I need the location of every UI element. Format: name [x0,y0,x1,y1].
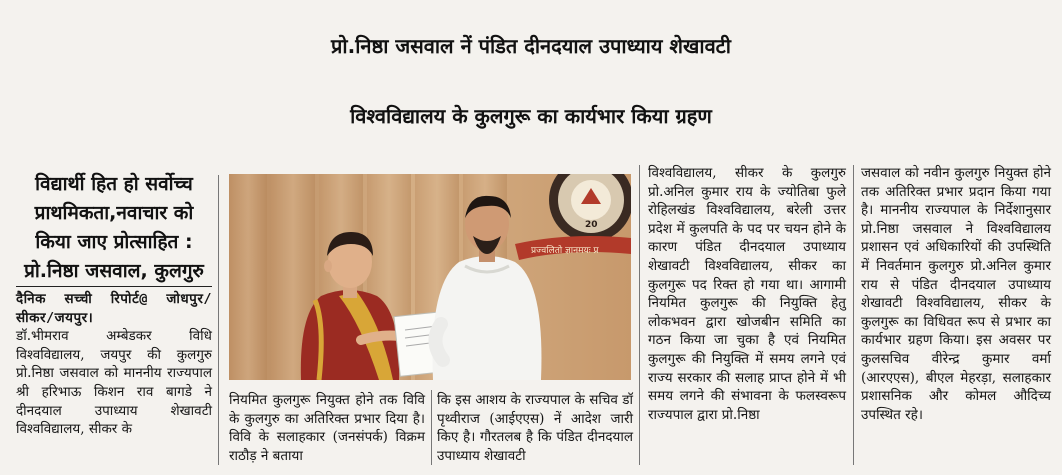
headline-line-2: विश्वविद्यालय के कुलगुरू का कार्यभार किया ग्रहण [350,104,712,128]
cropped-top-text: . . . . . . . . . . . . . . . . . . . . . . . . . . . . . . . . . [230,0,549,4]
emblem-text: 20 [585,220,598,230]
subheadline-line-2: प्राथमिकता,नवाचार को [34,202,194,224]
article-column-3 [437,391,633,465]
column-divider [639,165,640,465]
subheadline-byline: प्रो.निष्ठा जसवाल, कुलगुरु [16,257,212,287]
article-text: डॉ.भीमराव अम्बेडकर विधि विश्वविद्यालय, जयपुर की कुलगुरु प्रो.निष्ठा जसवाल को माननीय राज्यपाल श्री हरिभाऊ किशन राव बागडे ने दीनदयाल उपाध्याय शेखावटी विश्वविद्यालय, सीकर के [16,328,212,438]
banner-text: प्रज्वलितो ज्ञानमयः प्र [531,246,599,256]
article-column-5 [861,164,1051,424]
column-divider [853,165,854,465]
news-photo [229,174,631,380]
article-column-4 [648,164,846,424]
article-text: नियमित कुलगुरू नियुक्त होने तक विवि के कुलगुरु का अतिरिक्त प्रभार दिया है। विवि के सलाहकार (जनसंपर्क) विक्रम राठौड़ ने बताया [229,392,425,464]
article-text: कि इस आशय के राज्यपाल के सचिव डॉ पृथ्वीराज (आईएएस) नें आदेश जारी किए है। गौरतलब है कि पंडित दीनदयाल उपाध्याय शेखावटी [437,392,633,464]
subheadline [16,170,212,287]
article-text: विश्वविद्यालय, सीकर के कुलगुरु प्रो.अनिल कुमार राय के ज्योतिबा फुले रोहिलखंड विश्वविद्यालय, बरेली उत्तर प्रदेश में कुलपति के पद पर चयन होने के कारण पंडित दीनदयाल उपाध्याय शेखावटी विश्वविद्यालय, सीकर का कुलगुरू पद रिक्त हो गया था। आगामी नियमित कुलगुरू की नियुक्ति हेतु लोकभवन द्वारा खोजबीन समिति का गठन किया जा चुका है एवं नियमित कुलगुरू की नियुक्ति में समय लगने एवं राज्य सरकार की सलाह प्राप्त होने में भी समय लगने की संभावना के फलस्वरूप राज्यपाल द्वारा प्रो.निष्ठा [648,165,846,423]
article-text: जसवाल को नवीन कुलगुरु नियुक्त होने तक अतिरिक्त प्रभार प्रदान किया गया है। माननीय राज्यपाल के निर्देशानुसार प्रो.निष्ठा जसवाल ने विश्वविद्यालय प्रशासन एवं अधिकारियों की उपस्थिति में निवर्तमान कुलगुरु प्रो.अनिल कुमार राय से पंडित दीनदयाल उपाध्याय शेखावटी विश्वविद्यालय, सीकर के कुलगुरू का विधिवत रूप से प्रभार का कार्यभार ग्रहण किया। इस अवसर पर कुलसचिव वीरेन्द्र कुमार वर्मा (आरएएस), बीएल मेहरड़ा, सलाहकार प्रशासनिक और कोमल औदिच्य उपस्थित रहे। [861,165,1051,423]
column-divider [431,390,432,465]
dateline: दैनिक सच्ची रिपोर्ट@ जोधपुर/सीकर/जयपुर। [16,291,212,326]
article-column-1 [16,290,212,439]
subheadline-line-3: किया जाए प्रोत्साहित : [35,231,193,253]
headline-line-1: प्रो.निष्ठा जसवाल नें पंडित दीनदयाल उपाध्याय शेखावटी [331,34,731,58]
photo-illustration [229,174,631,380]
column-divider [218,175,219,465]
subheadline-line-1: विद्यार्थी हित हो सर्वोच्च [35,173,193,195]
article-column-2 [229,391,425,465]
